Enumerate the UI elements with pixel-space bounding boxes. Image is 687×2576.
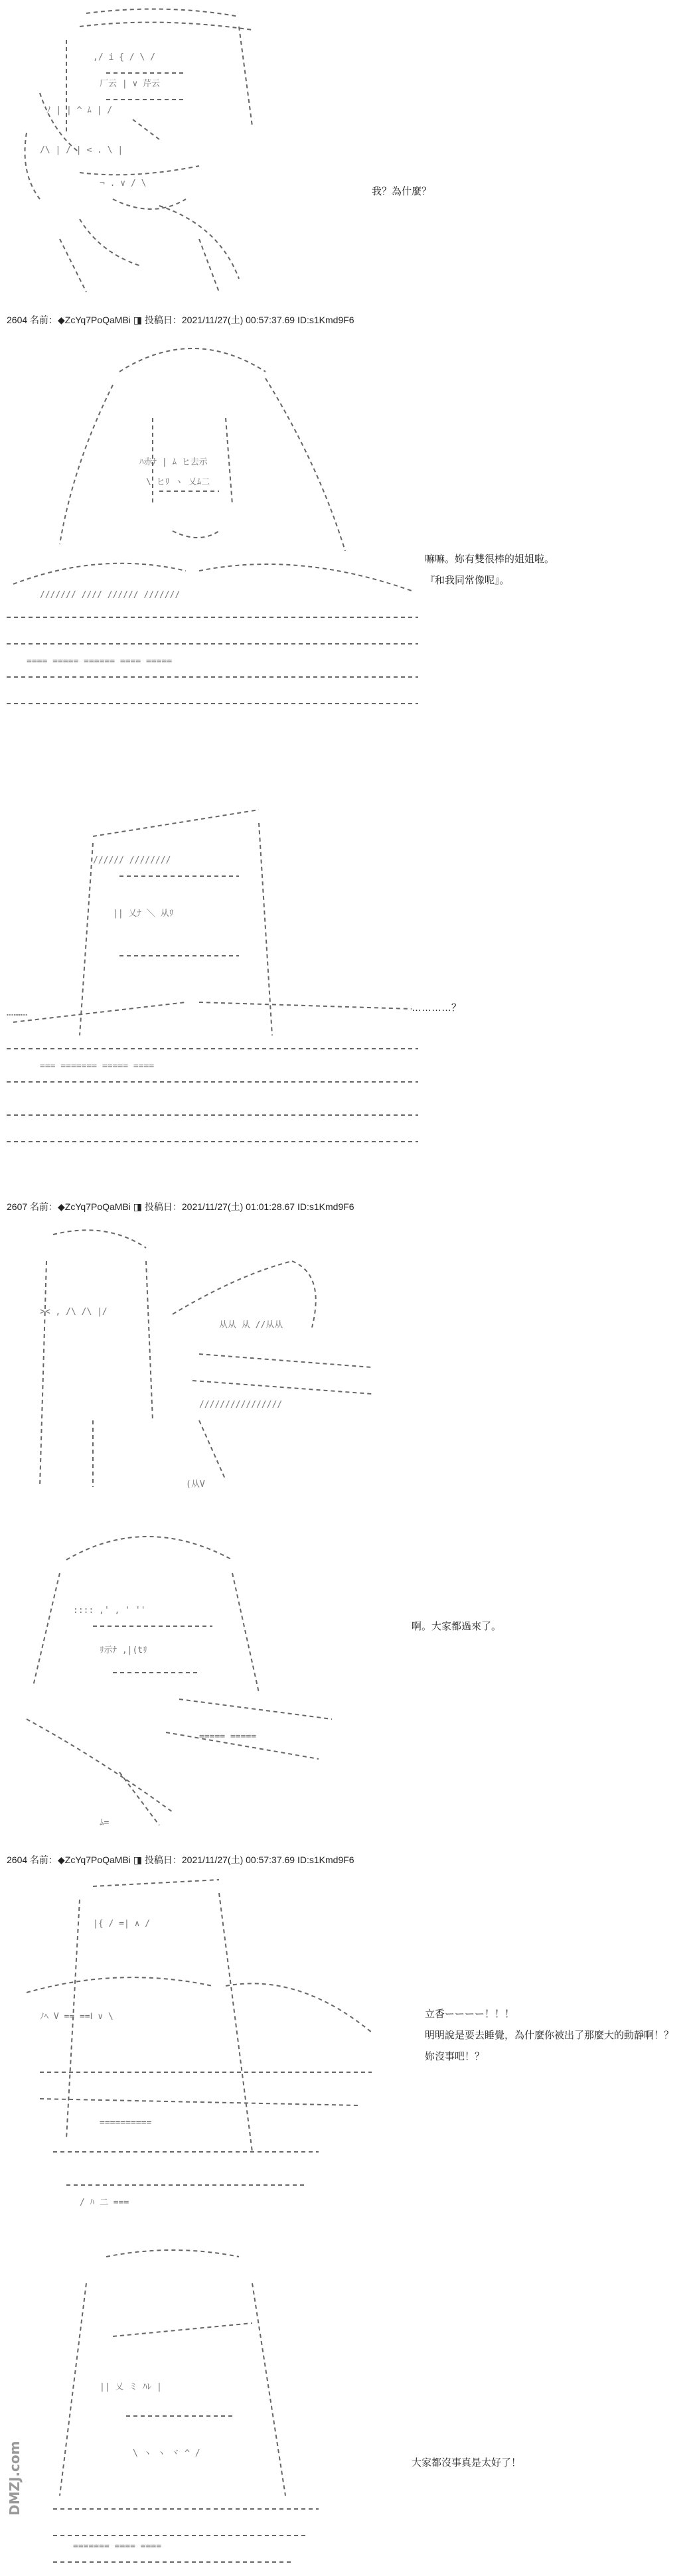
svg-text:\ ヽ ヽ ヾ ^ /: \ ヽ ヽ ヾ ^ / <box>133 2449 200 2459</box>
svg-text:>< , /\ /\ |/: >< , /\ /\ |/ <box>40 1307 108 1317</box>
svg-text:==========: ========== <box>100 2118 152 2128</box>
svg-text:\ ヒﾘ ヽ 乂ﾑ二: \ ヒﾘ ヽ 乂ﾑ二 <box>146 477 210 487</box>
svg-text:|| 乂ﾅ ＼ 从ﾘ: || 乂ﾅ ＼ 从ﾘ <box>113 909 174 919</box>
svg-text:ﾊ赤ﾅ | ﾑ ヒ去示: ﾊ赤ﾅ | ﾑ ヒ去示 <box>139 457 208 467</box>
dialog-line: …………？ <box>412 1002 462 1014</box>
panel-6 <box>0 1873 687 2218</box>
panel-1 <box>0 0 687 305</box>
svg-text:////// ////////: ////// //////// <box>93 856 171 866</box>
post-header: 2607 名前：◆ZcYq7PoQaMBi ◨ 投稿日：2021/11/27(土) 01:01:28.67 ID:s1Kmd9F6 <box>7 1201 354 1212</box>
ascii-art-figure <box>0 783 431 1155</box>
svg-text:|| 乂 ミ ﾊﾚ |: || 乂 ミ ﾊﾚ | <box>100 2382 162 2392</box>
svg-text:ﾘ示ﾅ ,|(tﾘ: ﾘ示ﾅ ,|(tﾘ <box>100 1645 147 1655</box>
dialog-line: 明明說是要去睡覺，為什麼你被出了那麼大的動靜啊！？ <box>425 2030 674 2041</box>
svg-text:ﾉﾍ V == ==Ⅰ ∨ \: ﾉﾍ V == ==Ⅰ ∨ \ <box>40 2012 114 2022</box>
ascii-art-figure <box>0 1520 431 1839</box>
svg-text:厂云 | ∨ 芹云: 厂云 | ∨ 芹云 <box>100 79 161 89</box>
svg-text:////////////////: //////////////// <box>199 1400 283 1410</box>
ascii-art-figure <box>0 1221 431 1513</box>
panel-7 <box>0 2243 687 2575</box>
svg-text:|{ / =| ∧ /: |{ / =| ∧ / <box>93 1919 151 1929</box>
svg-text://///// //// ////// ///////: /////// //// ////// /////// <box>40 590 181 600</box>
svg-text:(从V: (从V <box>186 1479 205 1489</box>
panel-4 <box>0 1221 687 1513</box>
dialog-line: 啊。大家都過來了。 <box>412 1621 502 1632</box>
dialog-line: 大家都沒事真是太好了！ <box>412 2457 522 2468</box>
panel-5 <box>0 1520 687 1839</box>
svg-text:===== =====: ===== ===== <box>199 1732 257 1742</box>
dialog-line: 『和我同常像呢』。 <box>425 575 510 586</box>
svg-text:=== ======= ===== ====: === ======= ===== ==== <box>40 1061 155 1071</box>
panel-2 <box>0 332 687 743</box>
ascii-art-figure <box>0 2243 431 2575</box>
svg-text:==== ===== ====== ==== =====: ==== ===== ====== ==== ===== <box>27 656 173 666</box>
post-header: 2604 名前：◆ZcYq7PoQaMBi ◨ 投稿日：2021/11/27(土) 00:57:37.69 ID:s1Kmd9F6 <box>7 315 354 325</box>
svg-text:ﾉ | | ^ ﾑ | /: ﾉ | | ^ ﾑ | / <box>46 106 113 115</box>
post-header: 2604 名前：◆ZcYq7PoQaMBi ◨ 投稿日：2021/11/27(土) 00:57:37.69 ID:s1Kmd9F6 <box>7 1855 354 1865</box>
svg-text:ﾑ=: ﾑ= <box>100 1818 110 1828</box>
svg-text:/\ | / | < . \ |: /\ | / | < . \ | <box>40 145 123 155</box>
ascii-art-figure <box>0 1873 431 2218</box>
svg-text:¬ . ∨ / \: ¬ . ∨ / \ <box>100 179 147 189</box>
svg-text:,/ i { / \ /: ,/ i { / \ / <box>93 52 155 62</box>
svg-text::::: ,' , ' '': :::: ,' , ' '' <box>73 1606 146 1616</box>
ascii-art-figure <box>0 0 431 305</box>
dialog-line: 我？為什麼？ <box>372 186 432 197</box>
svg-text:从从 从 //从从: 从从 从 //从从 <box>219 1320 283 1330</box>
ascii-art-figure <box>0 332 431 743</box>
dialog-line: 妳沒事吧！？ <box>425 2051 485 2062</box>
watermark-text: DMZJ.com <box>7 2441 23 2516</box>
svg-text:/ ﾊ 二 ===: / ﾊ 二 === <box>80 2198 129 2208</box>
svg-text:======= ==== ====: ======= ==== ==== <box>73 2541 162 2551</box>
panel-3 <box>0 783 687 1155</box>
dialog-line: 嘛嘛。妳有雙很棒的姐姐啦。 <box>425 554 555 565</box>
svg-text:…………: ………… <box>7 1008 28 1018</box>
dialog-line: 立香ーーーー！！！ <box>425 2008 515 2020</box>
watermark-logo <box>4 2441 33 2569</box>
